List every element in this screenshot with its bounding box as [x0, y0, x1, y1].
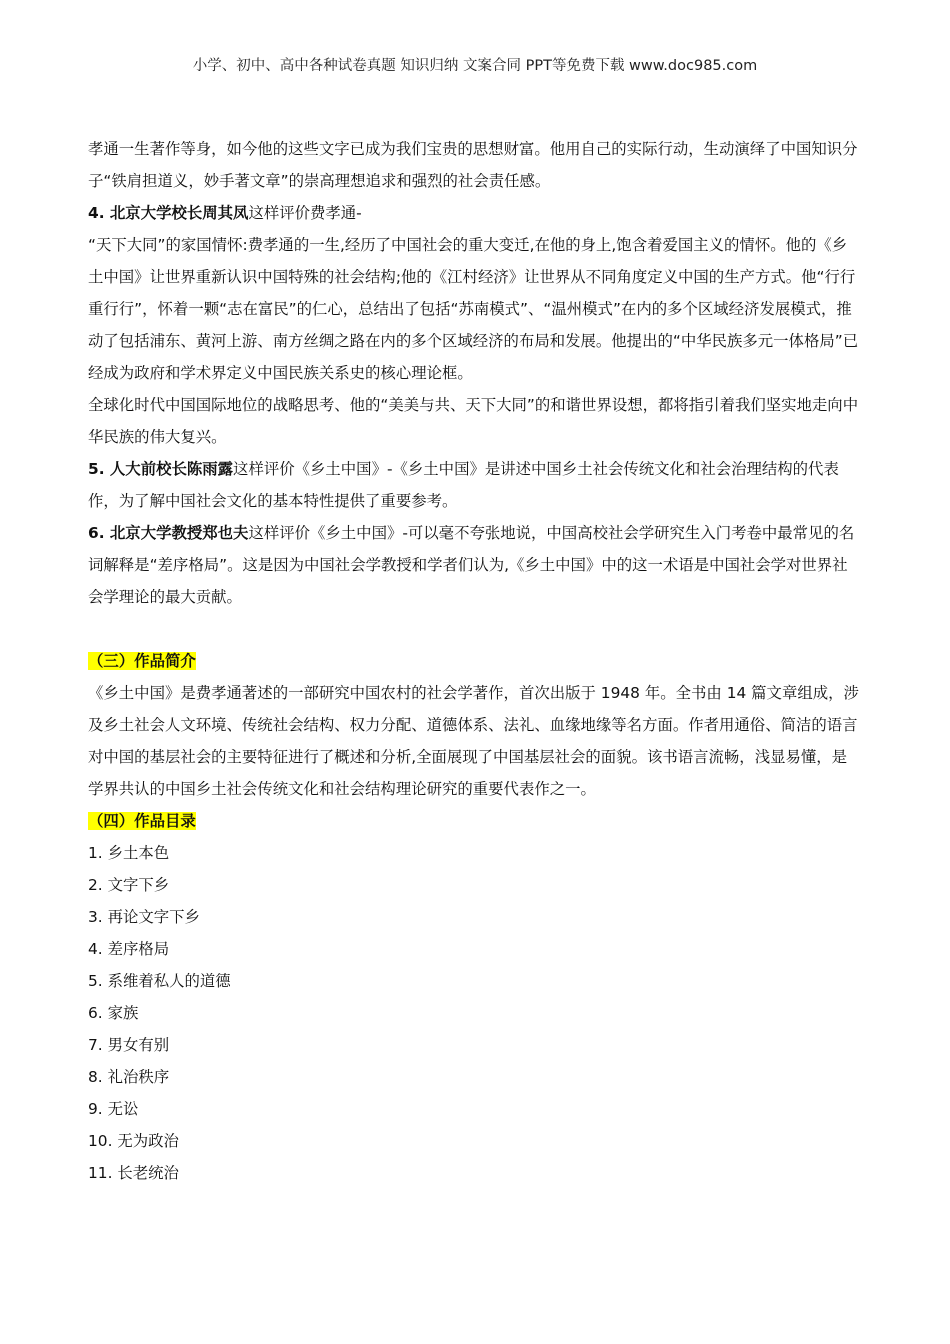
section-3-heading: （三）作品简介 — [88, 652, 196, 670]
section-4-heading-line — [88, 805, 860, 837]
review-5-speaker: 5. 人大前校长陈雨露 — [88, 460, 234, 478]
document-body — [88, 133, 860, 1189]
review-4-heading — [88, 197, 860, 229]
review-6-text: 这样评价《乡土中国》-可以毫不夸张地说，中国高校社会学研究生入门考卷中最常见的名词解释是“差序格局”。这是因为中国社会学教授和学者们认为,《乡土中国》中的这一术语是中国社会学对世界社会学理论的最大贡献。 — [88, 524, 855, 606]
section-3-paragraph: 《乡土中国》是费孝通著述的一部研究中国农村的社会学著作，首次出版于 1948 年。全书由 14 篇文章组成，涉及乡土社会人文环境、传统社会结构、权力分配、道德体系、法礼、血缘地缘等名方面。作者用通俗、简洁的语言对中国的基层社会的主要特征进行了概述和分析,全面展现了中国基层社会的面貌。该书语言流畅，浅显易懂，是学界共认的中国乡土社会传统文化和社会结构理论研究的重要代表作之一。 — [88, 684, 859, 798]
toc-item: 4. 差序格局 — [88, 940, 170, 958]
review-6-speaker: 6. 北京大学教授郑也夫 — [88, 524, 249, 542]
toc-item: 1. 乡土本色 — [88, 844, 170, 862]
review-4-lead: 这样评价费孝通- — [248, 204, 362, 222]
review-4-speaker: 4. 北京大学校长周其凤 — [88, 204, 249, 222]
intro-paragraph: 孝通一生著作等身，如今他的这些文字已成为我们宝贵的思想财富。他用自己的实际行动，生动演绎了中国知识分子“铁肩担道义，妙手著文章”的崇高理想追求和强烈的社会责任感。 — [88, 140, 858, 190]
toc-item: 3. 再论文字下乡 — [88, 908, 200, 926]
page-header-banner: 小学、初中、高中各种试卷真题 知识归纳 文案合同 PPT等免费下载 www.doc985.com — [192, 58, 758, 74]
section-4-heading: （四）作品目录 — [88, 812, 196, 830]
review-6-paragraph — [88, 517, 860, 613]
table-of-contents — [88, 837, 860, 1189]
toc-item: 5. 系维着私人的道德 — [88, 972, 231, 990]
toc-item: 9. 无讼 — [88, 1100, 139, 1118]
review-4-paragraph-1: “天下大同”的家国情怀:费孝通的一生,经历了中国社会的重大变迁,在他的身上,饱含着爱国主义的情怀。他的《乡土中国》让世界重新认识中国特殊的社会结构;他的《江村经济》让世界从不同角度定义中国的生产方式。他“行行重行行”，怀着一颗“志在富民”的仁心，总结出了包括“苏南模式”、“温州模式”在内的多个区域经济发展模式，推动了包括浦东、黄河上游、南方丝绸之路在内的多个区域经济的布局和发展。他提出的“中华民族多元一体格局”已经成为政府和学术界定义中国民族关系史的核心理论框。 — [88, 236, 859, 382]
toc-item: 6. 家族 — [88, 1004, 139, 1022]
review-5-paragraph — [88, 453, 860, 517]
toc-item: 7. 男女有别 — [88, 1036, 170, 1054]
toc-item: 8. 礼治秩序 — [88, 1068, 170, 1086]
review-4-paragraph-2: 全球化时代中国国际地位的战略思考、他的“美美与共、天下大同”的和谐世界设想，都将指引着我们坚实地走向中华民族的伟大复兴。 — [88, 396, 859, 446]
section-spacer — [88, 613, 860, 645]
toc-item: 2. 文字下乡 — [88, 876, 170, 894]
toc-item: 11. 长老统治 — [88, 1164, 179, 1182]
toc-item: 10. 无为政治 — [88, 1132, 179, 1150]
section-3-heading-line — [88, 645, 860, 677]
review-5-text: 这样评价《乡土中国》-《乡土中国》是讲述中国乡土社会传统文化和社会治理结构的代表作，为了解中国社会文化的基本特性提供了重要参考。 — [88, 460, 839, 510]
